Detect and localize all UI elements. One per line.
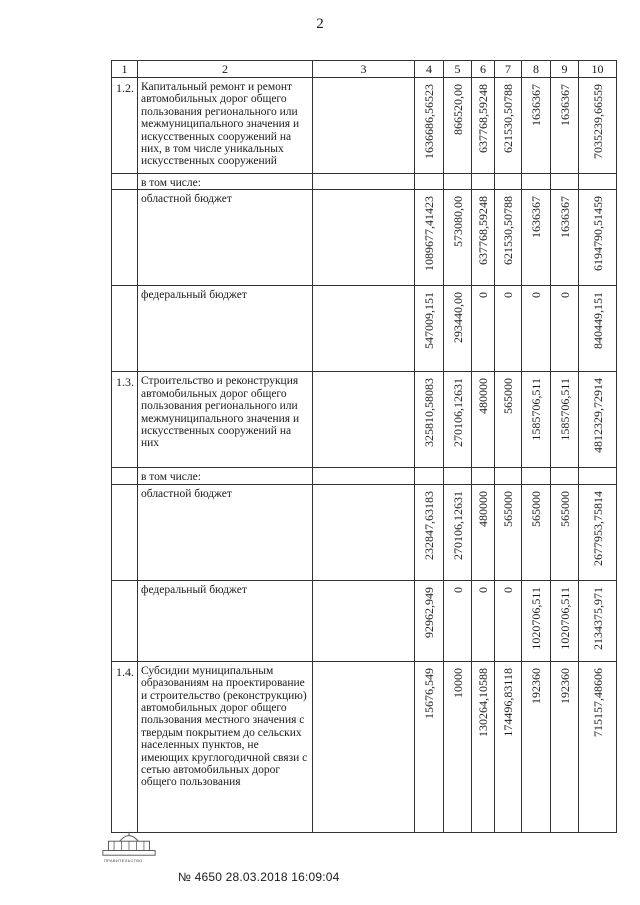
value-cell	[472, 580, 495, 661]
value-text: 0	[501, 586, 515, 593]
row-column-3	[313, 190, 415, 286]
value-cell	[444, 580, 472, 661]
value-text: 565000	[557, 490, 572, 527]
value-cell	[522, 468, 551, 484]
row-description: областной бюджет	[138, 484, 313, 580]
value-cell	[551, 286, 579, 372]
value-cell	[415, 174, 444, 190]
value-cell	[444, 661, 472, 832]
value-cell	[495, 190, 522, 286]
value-text: 1636686,56523	[422, 84, 436, 159]
value-cell	[551, 580, 579, 661]
value-cell	[579, 78, 617, 174]
value-cell	[579, 372, 617, 468]
row-column-3	[313, 286, 415, 372]
row-number	[112, 580, 138, 661]
table-row	[112, 190, 617, 286]
column-header: 2	[138, 61, 313, 78]
row-number: 1.3.	[112, 372, 138, 468]
value-cell	[472, 372, 495, 468]
coat-of-arms-seal-icon	[100, 830, 158, 858]
value-text: 866520,00	[450, 84, 465, 135]
row-column-3	[313, 372, 415, 468]
value-cell	[495, 372, 522, 468]
value-cell	[495, 580, 522, 661]
row-description: в том числе:	[138, 174, 313, 190]
value-text: 1020706,511	[529, 586, 543, 650]
value-text: 1585706,511	[529, 378, 543, 441]
table-row	[112, 661, 617, 832]
value-text: 130264,10588	[476, 667, 490, 737]
value-cell	[579, 286, 617, 372]
table-row	[112, 484, 617, 580]
value-text: 192360	[529, 667, 543, 704]
value-cell	[415, 580, 444, 661]
value-text: 1636367	[557, 84, 572, 126]
value-cell	[495, 174, 522, 190]
value-text: 565000	[501, 378, 515, 415]
value-text: 637768,59248	[476, 84, 490, 153]
value-text: 10000	[450, 667, 465, 698]
value-cell	[415, 468, 444, 484]
value-cell	[495, 78, 522, 174]
row-description: федеральный бюджет	[138, 580, 313, 661]
value-cell	[522, 78, 551, 174]
value-cell	[522, 372, 551, 468]
column-header: 3	[313, 61, 415, 78]
row-description: Строительство и реконструкция автомобильных дорог общего пользования регионального или межмуниципального значения и искусственных сооружений на них	[138, 372, 313, 468]
value-text: 270106,12631	[450, 378, 465, 448]
value-cell	[551, 190, 579, 286]
value-text: 1636367	[529, 196, 543, 239]
value-cell	[522, 190, 551, 286]
value-cell	[444, 484, 472, 580]
value-cell	[415, 372, 444, 468]
value-text: 480000	[476, 378, 490, 415]
row-description: областной бюджет	[138, 190, 313, 286]
value-text: 15676,549	[422, 667, 436, 719]
document-registration-stamp: № 4650 28.03.2018 16:09:04	[178, 870, 340, 884]
value-text: 0	[557, 292, 572, 299]
value-text: 270106,12631	[450, 490, 465, 560]
page-number: 2	[316, 16, 324, 32]
value-text: 7035239,66559	[590, 84, 605, 159]
row-column-3	[313, 661, 415, 832]
value-text: 192360	[557, 667, 572, 704]
column-header: 7	[495, 61, 522, 78]
value-cell	[444, 372, 472, 468]
row-description: Капитальный ремонт и ремонт автомобильных дорог общего пользования регионального или межмуниципального значения и искусственных сооружений на них, в том числе уникальных искусственных сооружений	[138, 78, 313, 174]
value-cell	[415, 661, 444, 832]
value-cell	[579, 468, 617, 484]
value-text: 174496,83118	[501, 667, 515, 737]
value-text: 637768,59248	[476, 196, 490, 266]
column-header: 8	[522, 61, 551, 78]
value-cell	[495, 484, 522, 580]
value-cell	[522, 286, 551, 372]
value-cell	[444, 190, 472, 286]
value-cell	[472, 468, 495, 484]
value-cell	[579, 190, 617, 286]
value-text: 621530,50788	[501, 196, 515, 266]
row-column-3	[313, 174, 415, 190]
value-text: 2677953,75814	[590, 490, 605, 566]
value-text: 1636367	[557, 196, 572, 239]
value-cell	[551, 372, 579, 468]
value-cell	[522, 580, 551, 661]
column-header: 4	[415, 61, 444, 78]
row-number	[112, 286, 138, 372]
value-cell	[444, 286, 472, 372]
value-cell	[551, 468, 579, 484]
value-text: 573080,00	[450, 196, 465, 248]
value-cell	[415, 484, 444, 580]
table-row	[112, 286, 617, 372]
value-cell	[551, 174, 579, 190]
value-cell	[579, 484, 617, 580]
row-column-3	[313, 78, 415, 174]
table-row	[112, 372, 617, 468]
value-cell	[472, 661, 495, 832]
value-cell	[522, 484, 551, 580]
column-header: 6	[472, 61, 495, 78]
value-text: 0	[450, 586, 465, 593]
column-header: 5	[444, 61, 472, 78]
value-cell	[415, 286, 444, 372]
row-number: 1.4.	[112, 661, 138, 832]
value-cell	[495, 286, 522, 372]
value-text: 4812329,72914	[590, 378, 605, 454]
value-text: 547009,151	[422, 292, 436, 350]
value-cell	[551, 484, 579, 580]
table-row	[112, 78, 617, 174]
value-cell	[472, 484, 495, 580]
column-header: 10	[579, 61, 617, 78]
row-number	[112, 190, 138, 286]
budget-table	[111, 60, 617, 833]
seal-caption: ПРАВИТЕЛЬСТВО	[104, 858, 143, 863]
value-text: 565000	[501, 490, 515, 527]
value-text: 0	[476, 292, 490, 299]
table-body	[112, 61, 617, 833]
value-text: 325810,58083	[422, 378, 436, 448]
value-text: 0	[476, 586, 490, 593]
value-text: 1020706,511	[557, 586, 572, 650]
table-row	[112, 580, 617, 661]
value-cell	[472, 190, 495, 286]
table-row	[112, 174, 617, 190]
value-cell	[415, 190, 444, 286]
value-cell	[495, 661, 522, 832]
value-cell	[579, 580, 617, 661]
value-text: 232847,63183	[422, 490, 436, 560]
value-text: 621530,50788	[501, 84, 515, 153]
value-cell	[551, 78, 579, 174]
value-cell	[444, 174, 472, 190]
row-number	[112, 468, 138, 484]
row-description: Субсидии муниципальным образованиям на проектирование и строительство (реконструкцию) автомобильных дорог общего пользования местного значения с твердым покрытием до сельских населенных пунктов, не имеющих круглогодичной связи с сетью автомобильных дорог общего пользования	[138, 661, 313, 832]
row-column-3	[313, 580, 415, 661]
value-cell	[444, 468, 472, 484]
row-column-3	[313, 484, 415, 580]
value-text: 0	[529, 292, 543, 299]
value-text: 1089677,41423	[422, 196, 436, 272]
header-row	[112, 61, 617, 78]
column-header: 1	[112, 61, 138, 78]
value-text: 1636367	[529, 84, 543, 126]
value-cell	[495, 468, 522, 484]
value-cell	[472, 78, 495, 174]
value-cell	[579, 661, 617, 832]
table-row	[112, 468, 617, 484]
row-description: федеральный бюджет	[138, 286, 313, 372]
value-text: 715157,48606	[590, 667, 605, 737]
value-cell	[579, 174, 617, 190]
value-cell	[522, 661, 551, 832]
value-cell	[472, 286, 495, 372]
value-text: 480000	[476, 490, 490, 527]
value-text: 92962,949	[422, 586, 436, 638]
row-column-3	[313, 468, 415, 484]
value-cell	[415, 78, 444, 174]
value-text: 6194790,51459	[590, 196, 605, 272]
value-cell	[472, 174, 495, 190]
value-text: 0	[501, 292, 515, 299]
value-text: 1585706,511	[557, 378, 572, 441]
value-text: 565000	[529, 490, 543, 527]
value-cell	[444, 78, 472, 174]
row-number: 1.2.	[112, 78, 138, 174]
row-description: в том числе:	[138, 468, 313, 484]
value-text: 840449,151	[590, 292, 605, 350]
column-header: 9	[551, 61, 579, 78]
row-number	[112, 484, 138, 580]
value-text: 293440,00	[450, 292, 465, 344]
value-cell	[522, 174, 551, 190]
value-text: 2134375,971	[590, 586, 605, 650]
value-cell	[551, 661, 579, 832]
row-number	[112, 174, 138, 190]
